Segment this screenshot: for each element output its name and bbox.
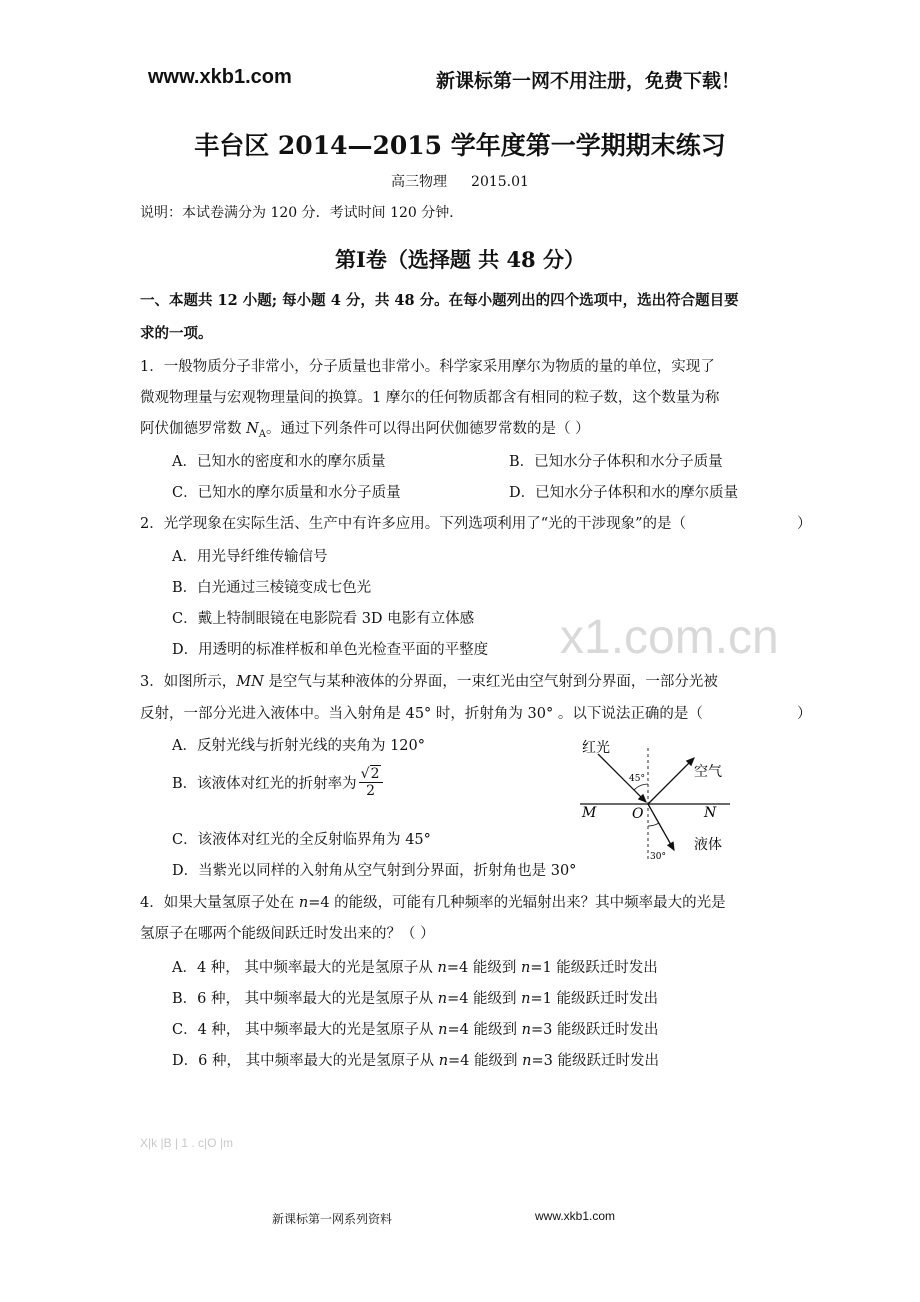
- exam-date: 2015.01: [471, 174, 529, 190]
- q3-option-c: C．该液体对红光的全反射临界角为 45°: [172, 832, 431, 848]
- q4-option-d-n1: n: [438, 1053, 449, 1069]
- fraction-denominator: 2: [366, 783, 376, 799]
- q4-option-b-lead: B．6 种， 其中频率最大的光是氢原子从: [172, 991, 438, 1007]
- q1-line-1: 1．一般物质分子非常小，分子质量也非常小。科学家采用摩尔为物质的量的单位，实现了: [140, 359, 715, 375]
- q3-line-1-post: 是空气与某种液体的分界面，一束红光由空气射到分界面，一部分光被: [263, 674, 718, 690]
- background-watermark: x1.com.cn: [560, 611, 779, 664]
- instructions-line-1: 一、本题共 12 小题; 每小题 4 分，共 48 分。在每小题列出的四个选项中，选出符合题目要: [140, 292, 739, 309]
- q3-line-1: [140, 670, 718, 691]
- q4-option-c-n1: n: [438, 1022, 448, 1038]
- q4-option-d-mid: =4 能级到: [448, 1053, 523, 1069]
- label-o: O: [632, 806, 644, 822]
- label-n: N: [704, 805, 717, 821]
- q1-option-c: C．已知水的摩尔质量和水分子质量: [172, 485, 401, 501]
- q2-stem: 2．光学现象在实际生活、生产中有许多应用。下列选项利用了“光的干涉现象”的是（: [140, 516, 687, 532]
- footer-site-url: www.xkb1.com: [535, 1209, 616, 1223]
- q4-option-b-n1: n: [437, 991, 448, 1007]
- header-slogan: 新课标第一网不用注册，免费下载！: [436, 70, 741, 92]
- q3-option-d: D．当紫光以同样的入射角从空气射到分界面，折射角也是 30°: [172, 863, 577, 879]
- section-title: 第Ⅰ卷（选择题 共 48 分）: [335, 247, 585, 272]
- header-site-url: www.xkb1.com: [148, 66, 292, 88]
- q2-option-d: D．用透明的标准样板和单色光检查平面的平整度: [172, 642, 489, 658]
- avogadro-symbol: N: [246, 421, 259, 437]
- instructions-line-2: 求的一项。: [140, 325, 213, 342]
- q4-option-a-tail: =1 能级跃迁时发出: [530, 960, 658, 976]
- q4-option-c-lead: C．4 种， 其中频率最大的光是氢原子从: [172, 1022, 439, 1038]
- q4-line-1-post: =4 的能级，可能有几种频率的光辐射出来？其中频率最大的光是: [308, 895, 726, 911]
- q2-option-b: B．白光通过三棱镜变成七色光: [172, 580, 372, 596]
- q2-paren-close: ）: [797, 516, 812, 532]
- fraction-numerator: 2: [370, 766, 380, 782]
- q4-option-c-tail: =3 能级跃迁时发出: [530, 1022, 659, 1038]
- q1-line-2: 微观物理量与宏观物理量间的换算。1 摩尔的任何物质都含有相同的粒子数，这个数量为称: [140, 390, 720, 406]
- q3-line-2: 反射，一部分光进入液体中。当入射角是 45° 时，折射角为 30° 。以下说法正确的是（: [140, 706, 703, 722]
- q4-option-c-n2: n: [521, 1022, 531, 1038]
- q2-option-c: C．戴上特制眼镜在电影院看 3D 电影有立体感: [172, 611, 475, 627]
- q4-n-symbol: n: [298, 895, 309, 911]
- q1-line-3-pre: 阿伏伽德罗常数: [140, 421, 247, 437]
- label-liquid: 液体: [694, 837, 722, 853]
- exam-title: 丰台区 2014—2015 学年度第一学期期末练习: [194, 131, 726, 160]
- label-m: M: [582, 805, 597, 821]
- refractive-index-fraction: $\frac{√2}{2}$: [359, 766, 383, 799]
- q4-option-b-mid: =4 能级到: [447, 991, 522, 1007]
- interface-mn: MN: [236, 674, 264, 690]
- q4-option-b: [172, 987, 658, 1008]
- q4-option-a-lead: A．4 种， 其中频率最大的光是氢原子从: [172, 960, 438, 976]
- q2-option-a: A．用光导纤维传输信号: [172, 549, 328, 565]
- q1-line-3-post: 。通过下列条件可以得出阿伏伽德罗常数的是（ ）: [266, 421, 590, 437]
- incident-angle-arc: [634, 784, 648, 790]
- exam-note: 说明：本试卷满分为 120 分．考试时间 120 分钟．: [140, 205, 464, 221]
- q1-line-3: [140, 417, 590, 440]
- q4-option-c-mid: =4 能级到: [447, 1022, 522, 1038]
- q4-option-d-n2: n: [522, 1053, 532, 1069]
- q4-option-d-tail: =3 能级跃迁时发出: [531, 1053, 659, 1069]
- label-angle-45: 45°: [629, 774, 645, 784]
- label-angle-30: 30°: [650, 852, 666, 862]
- q4-line-1: [140, 891, 726, 912]
- q4-line-2: 氢原子在哪两个能级间跃迁时发出来的？（ ）: [140, 926, 435, 942]
- q1-option-a: A．已知水的密度和水的摩尔质量: [172, 454, 386, 470]
- q4-option-a-n1: n: [437, 960, 447, 976]
- q4-option-d-lead: D．6 种， 其中频率最大的光是氢原子从: [172, 1053, 439, 1069]
- q3-line-1-pre: 3．如图所示，: [140, 674, 237, 690]
- q4-option-c: [172, 1018, 658, 1039]
- q4-option-a-n2: n: [520, 960, 531, 976]
- q4-option-b-n2: n: [521, 991, 531, 1007]
- refracted-ray: [648, 804, 674, 850]
- q3-option-b: [172, 766, 383, 799]
- reflected-ray: [648, 758, 694, 804]
- label-red-light: 红光: [582, 740, 610, 756]
- label-air: 空气: [694, 764, 722, 780]
- avogadro-subscript: A: [258, 428, 267, 440]
- q1-option-d: D．已知水分子体积和水的摩尔质量: [509, 485, 739, 501]
- q4-option-b-tail: =1 能级跃迁时发出: [530, 991, 658, 1007]
- footer-left-text: 新课标第一网系列资料: [272, 1212, 393, 1226]
- refraction-diagram: [570, 730, 740, 870]
- q3-paren-close: ）: [797, 706, 812, 722]
- q3-option-a: A．反射光线与折射光线的夹角为 120°: [172, 738, 426, 754]
- bottom-watermark: X|k |B | 1 . c|O |m: [140, 1136, 233, 1150]
- q4-option-d: [172, 1049, 659, 1070]
- q4-option-a: [172, 956, 658, 977]
- q3-option-b-text: B．该液体对红光的折射率为: [172, 776, 357, 792]
- exam-subtitle: [0, 171, 920, 191]
- q4-option-a-mid: =4 能级到: [446, 960, 521, 976]
- q1-option-b: B．已知水分子体积和水分子质量: [509, 454, 723, 470]
- subject-label: 高三物理: [391, 174, 448, 190]
- refraction-angle-arc: [648, 823, 659, 826]
- q4-line-1-pre: 4．如果大量氢原子处在: [140, 895, 299, 911]
